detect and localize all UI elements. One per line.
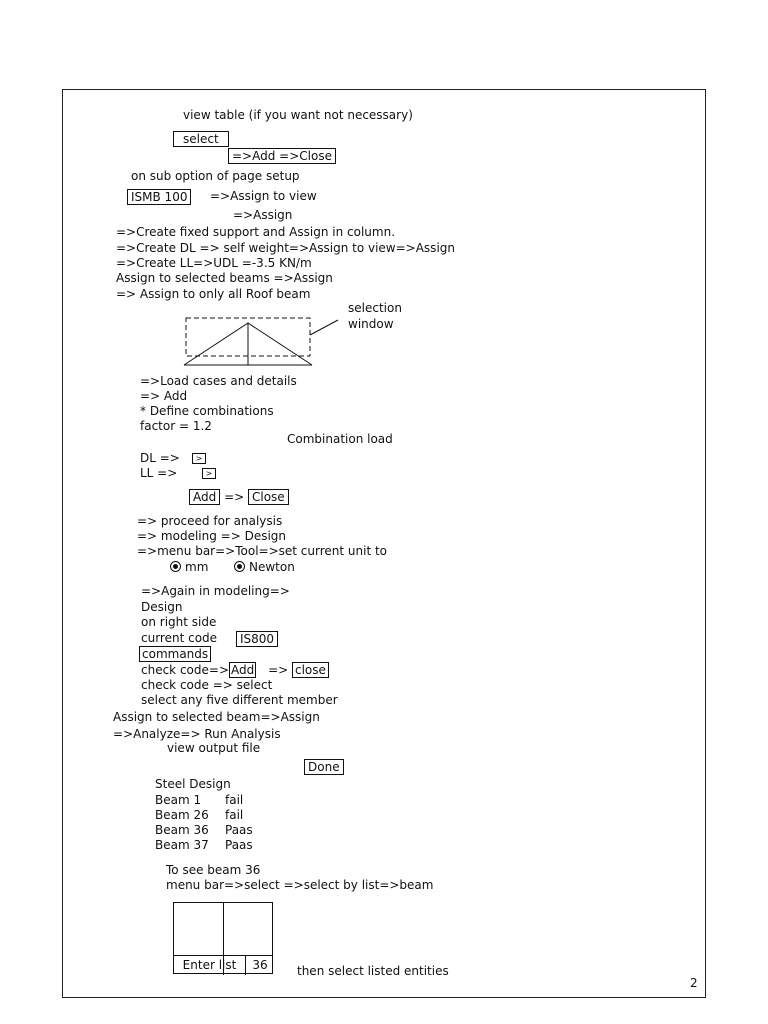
check-code-row	[141, 662, 329, 678]
assign-to-view-text: =>Assign to view	[210, 189, 317, 203]
done-button[interactable]: Done	[304, 759, 344, 775]
newton-radio[interactable]	[234, 560, 295, 575]
list-value-input[interactable]: 36	[252, 958, 268, 972]
mm-radio-icon[interactable]	[170, 561, 181, 572]
add-close-box[interactable]: =>Add =>Close	[228, 148, 336, 164]
result-row	[155, 808, 243, 823]
check-code-text: check code=>	[141, 663, 229, 677]
result-status: fail	[225, 808, 244, 822]
factor-text: factor = 1.2	[140, 419, 212, 433]
ll-arrow-button[interactable]	[202, 466, 216, 481]
create-dl-text: =>Create DL => self weight=>Assign to view=>Assign	[116, 241, 455, 255]
commands-box[interactable]: commands	[139, 646, 211, 662]
ismb-section[interactable]	[127, 189, 191, 205]
close-button[interactable]: Close	[248, 489, 289, 505]
mm-label: mm	[185, 560, 209, 574]
is800-field[interactable]	[236, 631, 278, 647]
enter-list-label: Enter list	[182, 958, 237, 972]
then-select-text: then select listed entities	[297, 964, 449, 978]
window-label: window	[348, 317, 394, 331]
commands-tab[interactable]	[139, 646, 211, 662]
result-row	[155, 793, 243, 808]
ismb-box[interactable]: ISMB 100	[127, 189, 191, 205]
again-modeling-text: =>Again in modeling=>	[141, 584, 290, 598]
assign-text: =>Assign	[233, 208, 293, 222]
done-button-wrap[interactable]	[304, 759, 344, 775]
newton-radio-icon[interactable]	[234, 561, 245, 572]
result-status: Paas	[225, 823, 253, 837]
sub-option-text: on sub option of page setup	[131, 169, 300, 183]
select-box[interactable]: select	[173, 131, 229, 147]
ll-label: LL =>	[140, 466, 178, 480]
menu-select-text: menu bar=>select =>select by list=>beam	[166, 878, 434, 892]
view-output-text: view output file	[167, 741, 261, 755]
add-close-text	[228, 148, 336, 164]
add-button-2[interactable]: Add	[231, 663, 255, 677]
arrow-text: =>	[224, 490, 245, 504]
result-beam: Beam 1	[155, 793, 202, 807]
ll-arrow-box[interactable]: >	[202, 468, 216, 479]
create-ll-text: =>Create LL=>UDL =-3.5 KN/m	[116, 256, 312, 270]
mm-radio[interactable]	[170, 560, 208, 575]
load-cases-text: =>Load cases and details	[140, 374, 297, 388]
enter-list-dialog	[173, 902, 273, 974]
selection-label: selection	[348, 301, 402, 315]
close-button-2[interactable]: close	[292, 662, 329, 678]
result-beam: Beam 37	[155, 838, 209, 852]
see-beam-text: To see beam 36	[166, 863, 261, 877]
select-button[interactable]	[173, 131, 229, 147]
dl-arrow-button[interactable]	[192, 451, 206, 466]
proceed-analysis-text: => proceed for analysis	[137, 514, 283, 528]
design-text: Design	[141, 600, 183, 614]
result-beam: Beam 26	[155, 808, 209, 822]
assign-beam-text: Assign to selected beam=>Assign	[113, 710, 320, 724]
result-beam: Beam 36	[155, 823, 209, 837]
dl-arrow-box[interactable]: >	[192, 453, 206, 464]
menu-tool-text: =>menu bar=>Tool=>set current unit to	[137, 544, 388, 558]
result-row	[155, 838, 253, 853]
dl-label: DL =>	[140, 451, 180, 465]
add-text: => Add	[140, 389, 188, 403]
newton-label: Newton	[249, 560, 295, 574]
assign-roof-text: => Assign to only all Roof beam	[116, 287, 311, 301]
assign-selected-text: Assign to selected beams =>Assign	[116, 271, 333, 285]
check-select-text: check code => select	[141, 678, 273, 692]
leader-line	[310, 320, 338, 335]
add-close-row	[189, 489, 289, 505]
list-input-row	[174, 955, 272, 974]
result-row	[155, 823, 253, 838]
current-code-text: current code	[141, 631, 218, 645]
create-fixed-text: =>Create fixed support and Assign in column.	[116, 225, 396, 239]
result-status: fail	[225, 793, 244, 807]
is800-box[interactable]: IS800	[236, 631, 278, 647]
result-status: Paas	[225, 838, 253, 852]
add-button[interactable]: Add	[189, 489, 220, 505]
select-five-text: select any five different member	[141, 693, 338, 707]
steel-design-text: Steel Design	[155, 777, 231, 791]
modeling-design-text: => modeling => Design	[137, 529, 287, 543]
view-table-text: view table (if you want not necessary)	[183, 108, 413, 122]
arrow-text-2: =>	[268, 663, 289, 677]
combination-load-text: Combination load	[287, 432, 393, 446]
right-side-text: on right side	[141, 615, 217, 629]
analyze-text: =>Analyze=> Run Analysis	[113, 727, 281, 741]
page-number: 2	[690, 976, 698, 990]
define-combinations-text: * Define combinations	[140, 404, 274, 418]
